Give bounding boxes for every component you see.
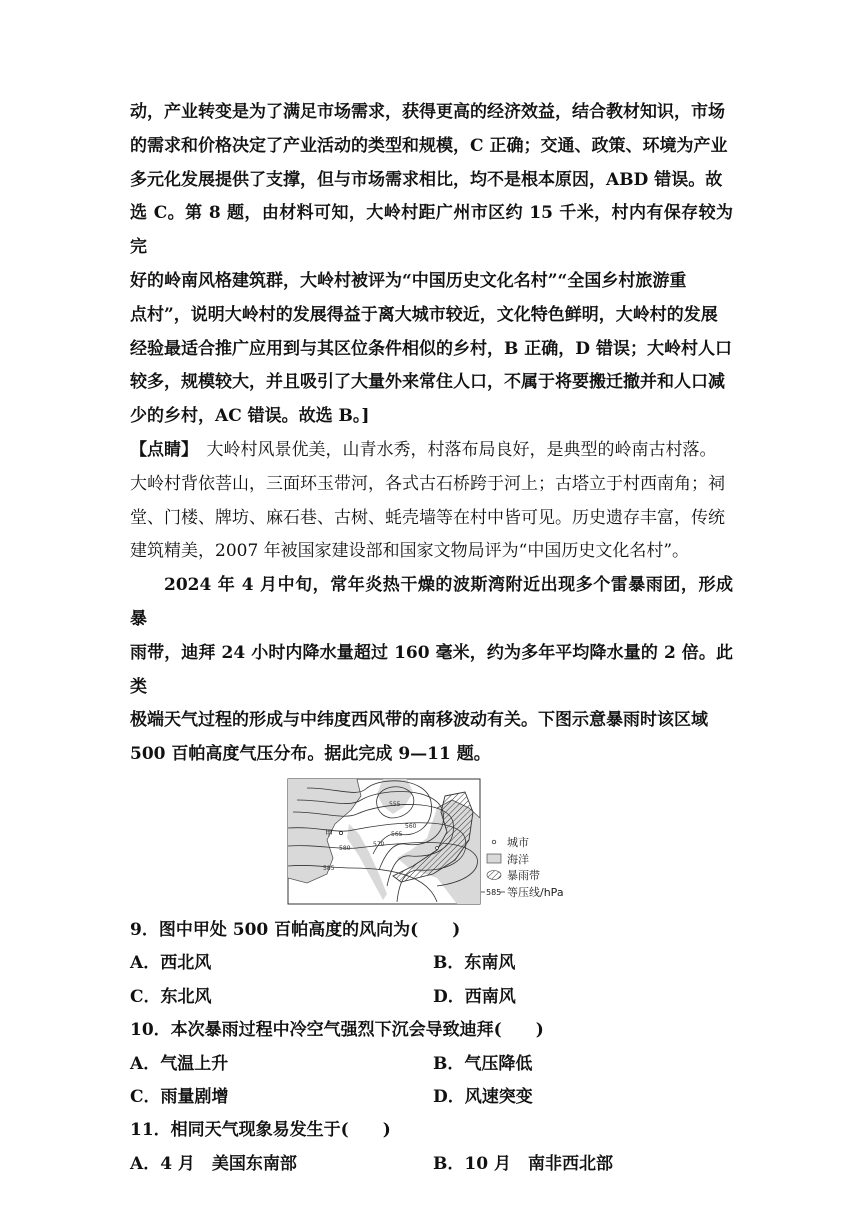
legend-ocean-icon <box>487 854 501 863</box>
legend-isobar-label: 等压线/hPa <box>507 885 564 899</box>
pressure-map-figure <box>287 778 587 910</box>
legend-isobar-sample: 585 <box>486 887 502 897</box>
legend-rainband-icon <box>487 870 501 879</box>
map-legend <box>481 836 564 899</box>
isobar-label: 585 <box>323 864 335 872</box>
option-row <box>130 947 733 980</box>
note-line <box>130 434 733 468</box>
explanation-line: 好的岭南风格建筑群，大岭村被评为“中国历史文化名村”“全国乡村旅游重 <box>130 270 687 291</box>
option-c: C．东北风 <box>130 986 212 1007</box>
material-line: 500 百帕高度气压分布。据此完成 9—11 题。 <box>130 744 491 765</box>
isobar-label: 560 <box>405 822 417 830</box>
question-10 <box>130 1014 733 1114</box>
material-line: 2024 年 4 月中旬，常年炎热干燥的波斯湾附近出现多个雷暴雨团，形成暴 <box>130 575 733 629</box>
option-row <box>130 1048 733 1081</box>
legend-rainband-label: 暴雨带 <box>507 868 540 882</box>
legend-city-icon <box>492 840 496 844</box>
explanation-line: 多元化发展提供了支撑，但与市场需求相比，均不是根本原因，ABD 错误。故 <box>130 169 723 190</box>
isobar-label: 565 <box>391 830 403 838</box>
legend-city-label: 城市 <box>507 835 529 849</box>
note-line-text: 大岭村风景优美，山青水秀，村落布局良好，是典型的岭南古村落。 <box>206 439 717 460</box>
question-stem: 10．本次暴雨过程中冷空气强烈下沉会导致迪拜( ) <box>130 1020 544 1041</box>
option-a: A．4 月 美国东南部 <box>130 1153 297 1174</box>
option-row <box>130 1148 733 1181</box>
explanation-line: 点村”，说明大岭村的发展得益于离大城市较近，文化特色鲜明，大岭村的发展 <box>130 304 718 325</box>
option-d: D．西南风 <box>433 986 516 1007</box>
document-page <box>130 96 733 1181</box>
question-9 <box>130 914 733 1014</box>
question-stem: 9．图中甲处 500 百帕高度的风向为( ) <box>130 919 461 940</box>
option-a: A．气温上升 <box>130 1053 229 1074</box>
isobar-label: 580 <box>339 844 351 852</box>
option-b: B．气压降低 <box>433 1053 533 1074</box>
explanation-line: 动，产业转变是为了满足市场需求，获得更高的经济效益，结合教材知识，市场 <box>130 102 725 122</box>
explanation-line: 少的乡村，AC 错误。故选 B。] <box>130 406 370 427</box>
note-line: 建筑精美，2007 年被国家建设部和国家文物局评为“中国历史文化名村”。 <box>130 541 690 562</box>
explanation-section <box>130 96 733 434</box>
material-section <box>130 569 733 772</box>
question-stem: 11．相同天气现象易发生于( ) <box>130 1120 391 1141</box>
material-line: 极端天气过程的形成与中纬度西风带的南移波动有关。下图示意暴雨时该区域 <box>130 710 708 731</box>
city-marker <box>436 847 439 850</box>
explanation-line: 的需求和价格决定了产业活动的类型和规模，C 正确；交通、政策、环境为产业 <box>130 135 728 156</box>
explanation-line: 经验最适合推广应用到与其区位条件相似的乡村，B 正确，D 错误；大岭村人口 <box>130 338 732 359</box>
note-line: 堂、门楼、牌坊、麻石巷、古树、蚝壳墙等在村中皆可见。历史遗存丰富，传统 <box>130 507 725 528</box>
isobar-label: 570 <box>373 840 385 848</box>
note-section <box>130 434 733 569</box>
option-row <box>130 1081 733 1114</box>
option-a: A．西北风 <box>130 953 212 974</box>
option-row <box>130 981 733 1014</box>
isobar-label: 555 <box>389 800 401 808</box>
legend-ocean-label: 海洋 <box>507 852 529 866</box>
explanation-line: 选 C。第 8 题，由材料可知，大岭村距广州市区约 15 千米，村内有保存较为完 <box>130 203 733 258</box>
option-c: C．雨量剧增 <box>130 1086 229 1107</box>
note-line: 大岭村背依菩山，三面环玉带河，各式古石桥跨于河上；古塔立于村西南角；祠 <box>130 473 725 494</box>
option-b: B．东南风 <box>433 953 516 974</box>
city-jia-label: 甲 <box>325 828 333 838</box>
option-b: B．10 月 南非西北部 <box>433 1153 613 1174</box>
material-line: 雨带，迪拜 24 小时内降水量超过 160 毫米，约为多年平均降水量的 2 倍。此类 <box>130 642 733 697</box>
note-tag: 【点睛】 <box>130 439 190 460</box>
option-d: D．风速突变 <box>433 1086 533 1107</box>
question-11 <box>130 1114 733 1181</box>
city-jia-marker <box>339 831 342 834</box>
pressure-map-svg <box>287 778 587 910</box>
explanation-line: 较多，规模较大，并且吸引了大量外来常住人口，不属于将要搬迁撤并和人口减 <box>130 372 725 393</box>
